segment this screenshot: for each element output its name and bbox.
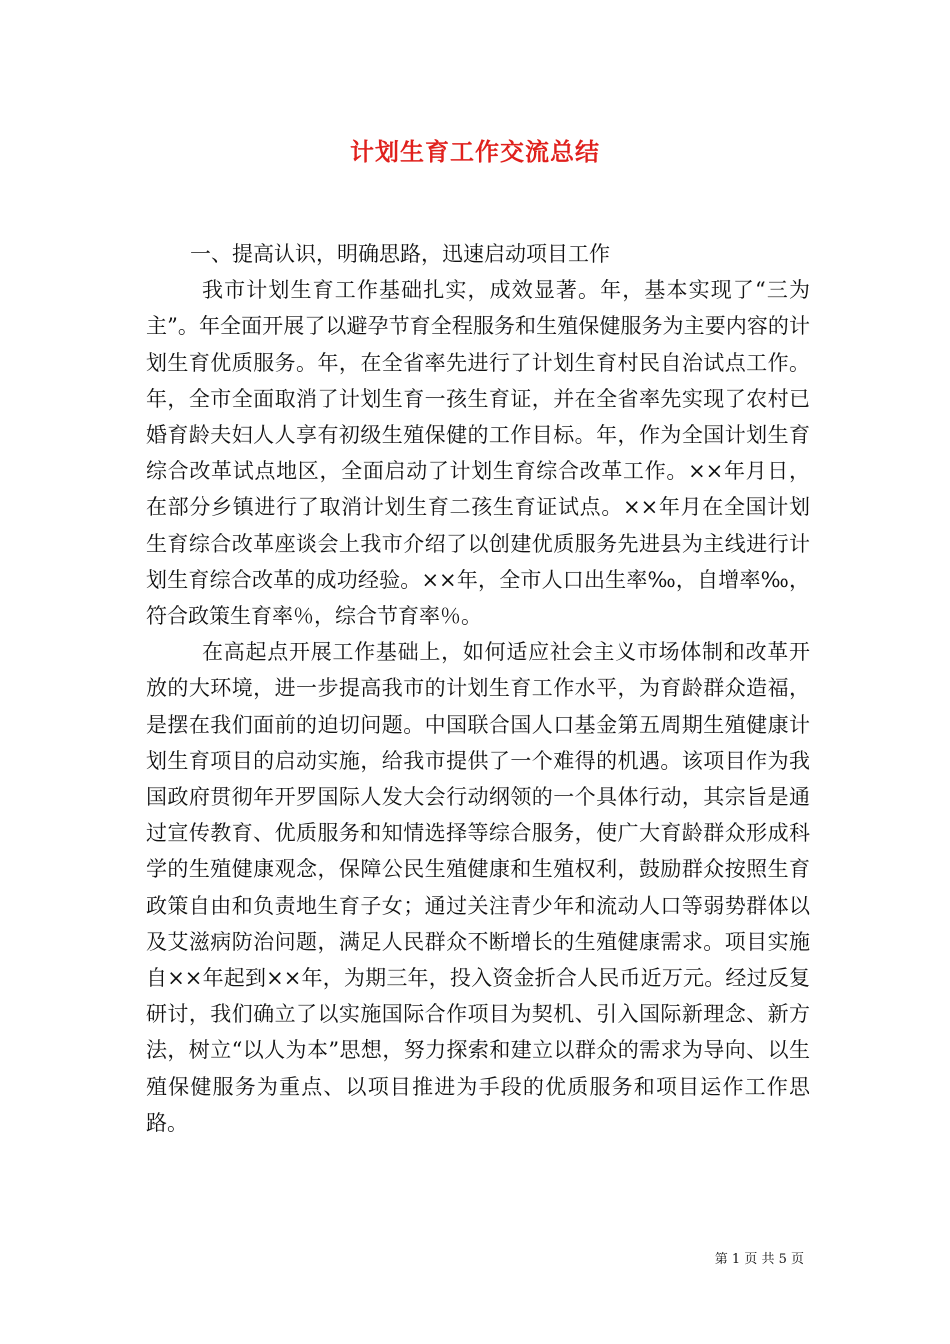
body-paragraph-1: 我市计划生育工作基础扎实，成效显著。年，基本实现了“三为主”。年全面开展了以避孕节育全程服务和生殖保健服务为主要内容的计划生育优质服务。年，在全省率先进行了计划生育村民自治试点工作。年，全市全面取消了计划生育一孩生育证，并在全省率先实现了农村已婚育龄夫妇人人享有初级生殖保健的工作目标。年，作为全国计划生育综合改革试点地区，全面启动了计划生育综合改革工作。××年月日，在部分乡镇进行了取消计划生育二孩生育证试点。××年月在全国计划生育综合改革座谈会上我市介绍了以创建优质服务先进县为主线进行计划生育综合改革的成功经验。××年，全市人口出生率‰，自增率‰，符合政策生育率％，综合节育率％。 xyxy=(146,278,810,629)
document-body xyxy=(146,236,810,1141)
document-title: 计划生育工作交流总结 xyxy=(350,137,600,166)
section-heading: 一、提高认识，明确思路，迅速启动项目工作 xyxy=(190,242,610,266)
page-number-footer: 第 1 页 共 5 页 xyxy=(714,1252,804,1267)
body-paragraph-2: 在高起点开展工作基础上，如何适应社会主义市场体制和改革开放的大环境，进一步提高我市的计划生育工作水平，为育龄群众造福，是摆在我们面前的迫切问题。中国联合国人口基金第五周期生殖健康计划生育项目的启动实施，给我市提供了一个难得的机遇。该项目作为我国政府贯彻年开罗国际人发大会行动纲领的一个具体行动，其宗旨是通过宣传教育、优质服务和知情选择等综合服务，使广大育龄群众形成科学的生殖健康观念，保障公民生殖健康和生殖权利，鼓励群众按照生育政策自由和负责地生育子女；通过关注青少年和流动人口等弱势群体以及艾滋病防治问题，满足人民群众不断增长的生殖健康需求。项目实施自××年起到××年，为期三年，投入资金折合人民币近万元。经过反复研讨，我们确立了以实施国际合作项目为契机、引入国际新理念、新方法，树立“以人为本”思想，努力探索和建立以群众的需求为导向、以生殖保健服务为重点、以项目推进为手段的优质服务和项目运作工作思路。 xyxy=(146,640,810,1135)
